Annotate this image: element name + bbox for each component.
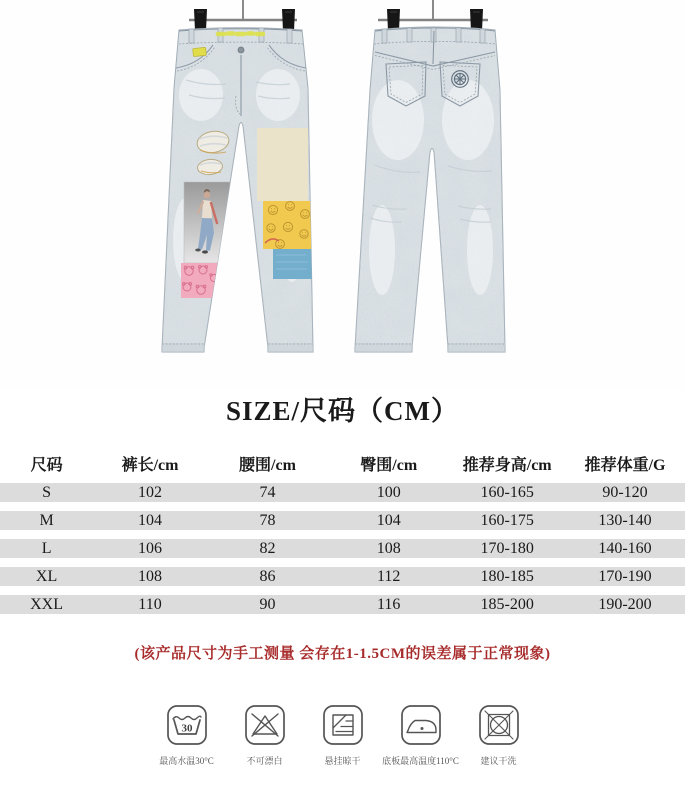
table-cell: 78: [259, 511, 276, 529]
col-header: 腰围/cm: [239, 456, 296, 474]
care-instructions: [0, 703, 685, 767]
col-header: 裤长/cm: [121, 456, 179, 474]
table-cell: 82: [259, 539, 276, 557]
care-item-iron: [382, 703, 459, 767]
blue-denim-patch: [273, 249, 312, 279]
size-table-header-row: [0, 451, 685, 475]
table-cell: 116: [377, 595, 401, 613]
table-cell: 104: [376, 511, 401, 529]
table-row: [0, 567, 685, 586]
table-cell: 180-185: [480, 567, 534, 585]
pocket-logo-icon: [452, 71, 469, 88]
table-cell: XXL: [30, 595, 64, 613]
hang-dry-icon: [321, 703, 365, 747]
care-label: 悬挂晾干: [324, 756, 361, 766]
care-label: 底板最高温度110°C: [382, 756, 459, 766]
table-cell: 108: [138, 567, 162, 585]
table-cell: 140-160: [598, 539, 652, 557]
cream-patch: [257, 128, 308, 201]
table-cell: 130-140: [598, 511, 652, 529]
measurement-disclaimer: (该产品尺寸为手工测量 会存在1-1.5CM的误差属于正常现象): [134, 646, 551, 662]
table-row: [0, 483, 685, 502]
care-item-wash: [156, 703, 217, 767]
col-header: 臀围/cm: [360, 456, 418, 474]
care-item-dry-clean: [468, 703, 529, 767]
table-cell: 102: [138, 483, 162, 501]
table-cell: M: [39, 511, 54, 529]
table-row: [0, 539, 685, 558]
care-item-hang-dry: [312, 703, 373, 767]
size-section-title: SIZE/尺码（CM）: [225, 396, 460, 426]
jeans-front-body: [156, 24, 326, 358]
table-cell: 160-175: [480, 511, 534, 529]
table-cell: 90: [259, 595, 276, 613]
no-bleach-icon: [243, 703, 287, 747]
size-table: [0, 451, 685, 614]
waist-button-icon: [238, 47, 244, 53]
svg-text:30: 30: [181, 722, 192, 735]
col-header: 推荐体重/G: [584, 456, 666, 474]
table-cell: 190-200: [598, 595, 652, 613]
table-cell: 86: [259, 567, 276, 585]
table-cell: 185-200: [480, 595, 534, 613]
care-item-no-bleach: [234, 703, 295, 767]
col-header: 尺码: [30, 456, 63, 474]
table-cell: 74: [259, 483, 276, 501]
product-photo-area: [0, 0, 685, 390]
care-label: 不可漂白: [246, 756, 283, 766]
iron-max-110-icon: [399, 703, 443, 747]
table-cell: 106: [138, 539, 162, 557]
wash-30-icon: [165, 703, 209, 747]
jeans-back-image[interactable]: [350, 0, 515, 372]
table-cell: L: [41, 539, 52, 557]
photo-patch: [184, 182, 230, 263]
table-cell: 100: [376, 483, 401, 501]
table-cell: S: [42, 483, 52, 501]
table-cell: 160-165: [480, 483, 534, 501]
table-row: [0, 511, 685, 530]
jeans-back-body: [350, 24, 515, 358]
pocket-tag: [193, 47, 207, 56]
jeans-front-image[interactable]: [156, 0, 326, 372]
table-cell: 170-190: [598, 567, 652, 585]
table-cell: 170-180: [480, 539, 534, 557]
table-cell: 104: [138, 511, 162, 529]
table-row: [0, 595, 685, 614]
dry-clean-icon: [477, 703, 521, 747]
table-cell: 108: [376, 539, 401, 557]
waistband-brand-print: [218, 34, 263, 35]
table-cell: XL: [35, 567, 58, 585]
care-label: 最高水温30°C: [159, 756, 214, 766]
care-label: 建议干洗: [480, 756, 517, 766]
table-cell: 110: [138, 595, 162, 613]
table-cell: 112: [377, 567, 401, 585]
yellow-smiley-patch: [263, 201, 312, 249]
table-cell: 90-120: [602, 483, 648, 501]
col-header: 推荐身高/cm: [462, 456, 552, 474]
